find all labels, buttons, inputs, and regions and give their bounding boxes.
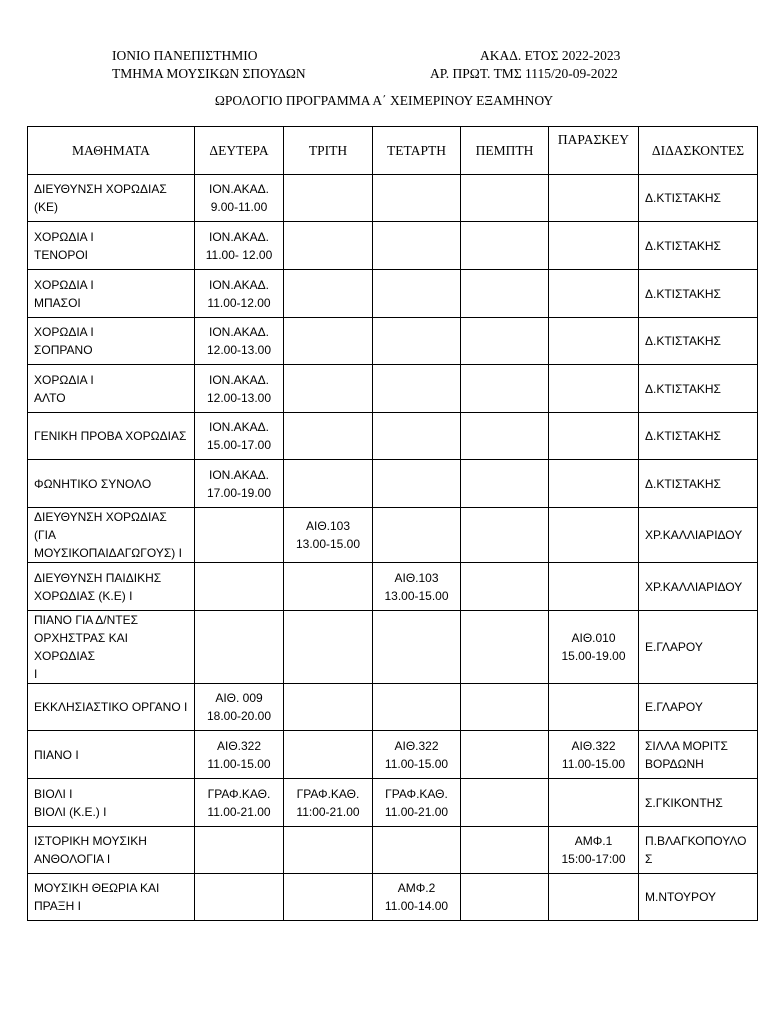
table-row — [28, 508, 758, 563]
friday-slot — [549, 365, 639, 413]
tuesday-slot — [284, 318, 373, 365]
teacher-name: Μ.ΝΤΟΥΡΟΥ — [639, 874, 758, 921]
thursday-slot — [461, 874, 549, 921]
thursday-slot — [461, 827, 549, 874]
column-header-friday: ΠΑΡΑΣΚΕΥ — [549, 127, 639, 175]
table-row — [28, 365, 758, 413]
friday-slot — [549, 508, 639, 563]
monday-slot — [195, 874, 284, 921]
wednesday-slot — [373, 827, 461, 874]
teacher-name: Ε.ΓΛΑΡΟΥ — [639, 611, 758, 684]
wednesday-slot — [373, 222, 461, 270]
course-name: ΠΙΑΝΟ ΓΙΑ Δ/ΝΤΕΣ ΟΡΧΗΣΤΡΑΣ ΚΑΙ ΧΟΡΩΔΙΑΣ Ι — [28, 611, 195, 684]
academic-year: ΑΚΑΔ. ΕΤΟΣ 2022-2023 — [480, 48, 621, 63]
friday-slot — [549, 563, 639, 611]
teacher-name: Σ.ΓΚΙΚΟΝΤΗΣ — [639, 779, 758, 827]
thursday-slot — [461, 731, 549, 779]
course-name: ΓΕΝΙΚΗ ΠΡΟΒΑ ΧΟΡΩΔΙΑΣ — [28, 413, 195, 460]
monday-slot: ΓΡΑΦ.ΚΑΘ. 11.00-21.00 — [195, 779, 284, 827]
teacher-name: Δ.ΚΤΙΣΤΑΚΗΣ — [639, 365, 758, 413]
timetable-body — [28, 175, 758, 921]
friday-slot: ΑΙΘ.010 15.00-19.00 — [549, 611, 639, 684]
course-name: ΕΚΚΛΗΣΙΑΣΤΙΚΟ ΟΡΓΑΝΟ Ι — [28, 684, 195, 731]
thursday-slot — [461, 611, 549, 684]
monday-slot — [195, 563, 284, 611]
column-header-monday: ΔΕΥΤΕΡΑ — [195, 127, 284, 175]
column-header-courses: ΜΑΘΗΜΑΤΑ — [28, 127, 195, 175]
wednesday-slot — [373, 413, 461, 460]
thursday-slot — [461, 508, 549, 563]
tuesday-slot — [284, 270, 373, 318]
wednesday-slot — [373, 508, 461, 563]
course-name: ΧΟΡΩΔΙΑ Ι ΜΠΑΣΟΙ — [28, 270, 195, 318]
wednesday-slot — [373, 270, 461, 318]
friday-slot — [549, 222, 639, 270]
table-row — [28, 731, 758, 779]
wednesday-slot — [373, 611, 461, 684]
thursday-slot — [461, 318, 549, 365]
thursday-slot — [461, 684, 549, 731]
column-header-wednesday: ΤΕΤΑΡΤΗ — [373, 127, 461, 175]
monday-slot: ΙΟΝ.ΑΚΑΔ. 15.00-17.00 — [195, 413, 284, 460]
tuesday-slot — [284, 684, 373, 731]
table-row — [28, 611, 758, 684]
column-header-tuesday: ΤΡΙΤΗ — [284, 127, 373, 175]
table-row — [28, 222, 758, 270]
teacher-name: Δ.ΚΤΙΣΤΑΚΗΣ — [639, 175, 758, 222]
wednesday-slot: ΑΙΘ.103 13.00-15.00 — [373, 563, 461, 611]
table-row — [28, 827, 758, 874]
header-row — [28, 127, 758, 175]
wednesday-slot: ΓΡΑΦ.ΚΑΘ. 11.00-21.00 — [373, 779, 461, 827]
course-name: ΔΙΕΥΘΥΝΣΗ ΧΟΡΩΔΙΑΣ (ΚΕ) — [28, 175, 195, 222]
column-header-teachers: ΔΙΔΑΣΚΟΝΤΕΣ — [639, 127, 758, 175]
thursday-slot — [461, 413, 549, 460]
table-row — [28, 460, 758, 508]
tuesday-slot — [284, 175, 373, 222]
monday-slot — [195, 611, 284, 684]
course-name: ΙΣΤΟΡΙΚΗ ΜΟΥΣΙΚΗ ΑΝΘΟΛΟΓΙΑ Ι — [28, 827, 195, 874]
thursday-slot — [461, 222, 549, 270]
table-row — [28, 563, 758, 611]
tuesday-slot — [284, 611, 373, 684]
friday-slot — [549, 318, 639, 365]
wednesday-slot: ΑΜΦ.2 11.00-14.00 — [373, 874, 461, 921]
tuesday-slot — [284, 460, 373, 508]
table-row — [28, 270, 758, 318]
teacher-name: Δ.ΚΤΙΣΤΑΚΗΣ — [639, 222, 758, 270]
teacher-name: Δ.ΚΤΙΣΤΑΚΗΣ — [639, 413, 758, 460]
monday-slot: ΙΟΝ.ΑΚΑΔ. 11.00-12.00 — [195, 270, 284, 318]
thursday-slot — [461, 175, 549, 222]
wednesday-slot: ΑΙΘ.322 11.00-15.00 — [373, 731, 461, 779]
friday-slot — [549, 175, 639, 222]
thursday-slot — [461, 460, 549, 508]
wednesday-slot — [373, 365, 461, 413]
department-name: ΤΜΗΜΑ ΜΟΥΣΙΚΩΝ ΣΠΟΥΔΩΝ — [112, 66, 306, 81]
course-name: ΧΟΡΩΔΙΑ Ι ΤΕΝΟΡΟΙ — [28, 222, 195, 270]
monday-slot: ΙΟΝ.ΑΚΑΔ. 11.00- 12.00 — [195, 222, 284, 270]
friday-slot — [549, 413, 639, 460]
course-name: ΒΙΟΛΙ Ι ΒΙΟΛΙ (Κ.Ε.) Ι — [28, 779, 195, 827]
thursday-slot — [461, 779, 549, 827]
wednesday-slot — [373, 318, 461, 365]
protocol-number: ΑΡ. ΠΡΩΤ. ΤΜΣ 1115/20-09-2022 — [430, 66, 618, 81]
teacher-name: ΧΡ.ΚΑΛΛΙΑΡΙΔΟΥ — [639, 508, 758, 563]
monday-slot: ΑΙΘ. 009 18.00-20.00 — [195, 684, 284, 731]
tuesday-slot — [284, 222, 373, 270]
university-name: ΙΟΝΙΟ ΠΑΝΕΠΙΣΤΗΜΙΟ — [112, 48, 258, 63]
friday-slot — [549, 684, 639, 731]
timetable — [27, 126, 758, 921]
tuesday-slot — [284, 731, 373, 779]
wednesday-slot — [373, 175, 461, 222]
monday-slot: ΙΟΝ.ΑΚΑΔ. 12.00-13.00 — [195, 365, 284, 413]
wednesday-slot — [373, 684, 461, 731]
thursday-slot — [461, 270, 549, 318]
course-name: ΦΩΝΗΤΙΚΟ ΣΥΝΟΛΟ — [28, 460, 195, 508]
monday-slot: ΙΟΝ.ΑΚΑΔ. 17.00-19.00 — [195, 460, 284, 508]
teacher-name: ΣΙΛΛΑ ΜΟΡΙΤΣ ΒΟΡΔΩΝΗ — [639, 731, 758, 779]
tuesday-slot — [284, 563, 373, 611]
friday-slot — [549, 874, 639, 921]
course-name: ΜΟΥΣΙΚΗ ΘΕΩΡΙΑ ΚΑΙ ΠΡΑΞΗ Ι — [28, 874, 195, 921]
table-row — [28, 413, 758, 460]
wednesday-slot — [373, 460, 461, 508]
tuesday-slot: ΑΙΘ.103 13.00-15.00 — [284, 508, 373, 563]
table-row — [28, 318, 758, 365]
teacher-name: ΧΡ.ΚΑΛΛΙΑΡΙΔΟΥ — [639, 563, 758, 611]
document-title: ΩΡΟΛΟΓΙΟ ΠΡΟΓΡΑΜΜΑ Α΄ ΧΕΙΜΕΡΙΝΟΥ ΕΞΑΜΗΝΟΥ — [214, 93, 554, 108]
course-name: ΠΙΑΝΟ Ι — [28, 731, 195, 779]
thursday-slot — [461, 563, 549, 611]
column-header-thursday: ΠΕΜΠΤΗ — [461, 127, 549, 175]
course-name: ΧΟΡΩΔΙΑ Ι ΑΛΤΟ — [28, 365, 195, 413]
tuesday-slot: ΓΡΑΦ.ΚΑΘ. 11:00-21.00 — [284, 779, 373, 827]
friday-slot — [549, 460, 639, 508]
friday-slot — [549, 270, 639, 318]
teacher-name: Δ.ΚΤΙΣΤΑΚΗΣ — [639, 318, 758, 365]
friday-slot: ΑΙΘ.322 11.00-15.00 — [549, 731, 639, 779]
course-name: ΔΙΕΥΘΥΝΣΗ ΧΟΡΩΔΙΑΣ (ΓΙΑ ΜΟΥΣΙΚΟΠΑΙΔΑΓΩΓΟΥΣ) Ι — [28, 508, 195, 563]
monday-slot: ΙΟΝ.ΑΚΑΔ. 12.00-13.00 — [195, 318, 284, 365]
tuesday-slot — [284, 413, 373, 460]
teacher-name: Δ.ΚΤΙΣΤΑΚΗΣ — [639, 460, 758, 508]
table-row — [28, 874, 758, 921]
friday-slot — [549, 779, 639, 827]
tuesday-slot — [284, 827, 373, 874]
monday-slot — [195, 827, 284, 874]
teacher-name: Ε.ΓΛΑΡΟΥ — [639, 684, 758, 731]
tuesday-slot — [284, 874, 373, 921]
course-name: ΔΙΕΥΘΥΝΣΗ ΠΑΙΔΙΚΗΣ ΧΟΡΩΔΙΑΣ (Κ.Ε) Ι — [28, 563, 195, 611]
table-row — [28, 684, 758, 731]
monday-slot: ΙΟΝ.ΑΚΑΔ. 9.00-11.00 — [195, 175, 284, 222]
monday-slot: ΑΙΘ.322 11.00-15.00 — [195, 731, 284, 779]
thursday-slot — [461, 365, 549, 413]
course-name: ΧΟΡΩΔΙΑ Ι ΣΟΠΡΑΝΟ — [28, 318, 195, 365]
teacher-name: Π.ΒΛΑΓΚΟΠΟΥΛΟ Σ — [639, 827, 758, 874]
monday-slot — [195, 508, 284, 563]
tuesday-slot — [284, 365, 373, 413]
table-row — [28, 175, 758, 222]
table-row — [28, 779, 758, 827]
friday-slot: ΑΜΦ.1 15:00-17:00 — [549, 827, 639, 874]
teacher-name: Δ.ΚΤΙΣΤΑΚΗΣ — [639, 270, 758, 318]
